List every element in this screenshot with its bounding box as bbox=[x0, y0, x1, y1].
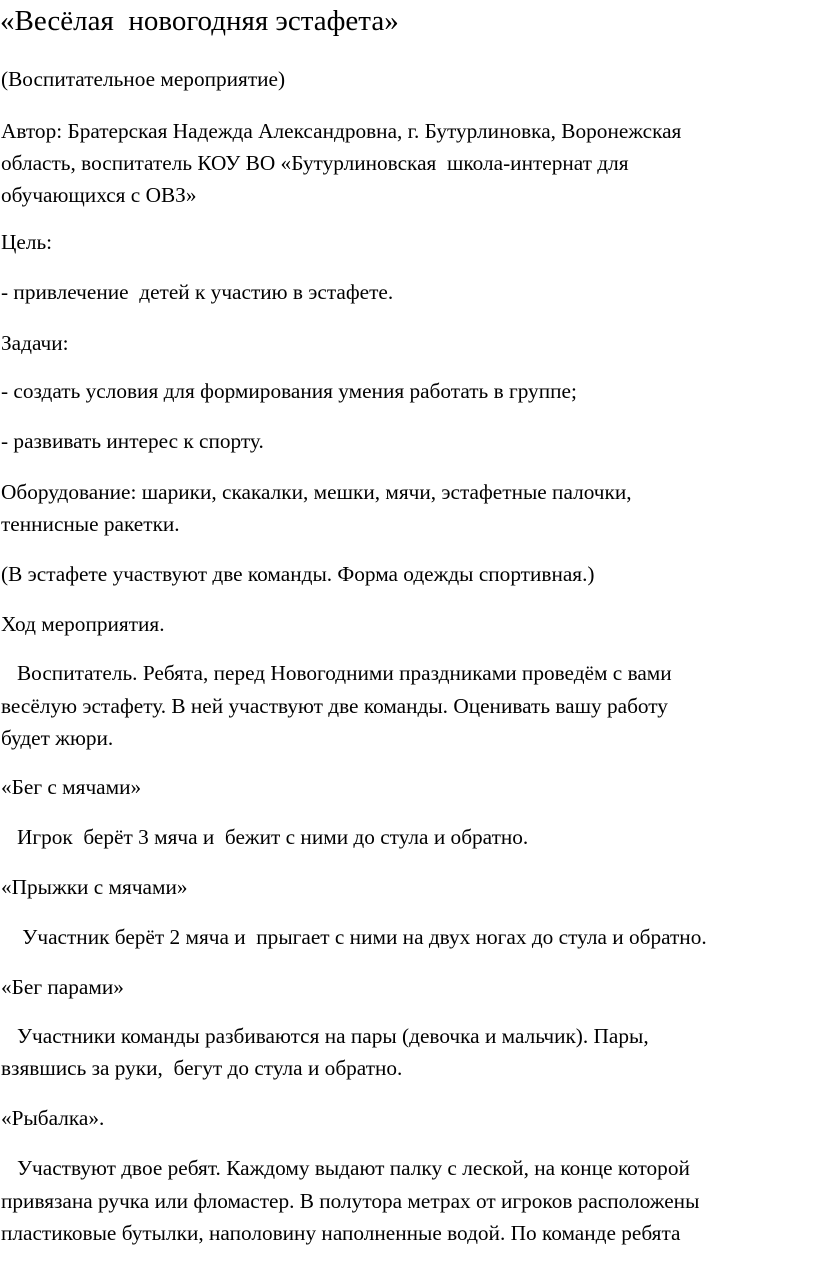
equipment-line: Оборудование: шарики, скакалки, мешки, мячи, эстафетные палочки, bbox=[1, 480, 632, 504]
game-title: «Бег с мячами» bbox=[1, 775, 142, 799]
participation-note: (В эстафете участвуют две команды. Форма одежды спортивная.) bbox=[1, 562, 595, 586]
document-title: «Весёлая новогодняя эстафета» bbox=[0, 5, 399, 37]
progress-heading: Ход мероприятия. bbox=[1, 612, 165, 636]
game-title: «Рыбалка». bbox=[1, 1106, 105, 1130]
task-item: - создать условия для формирования умения работать в группе; bbox=[1, 379, 577, 403]
author-line: область, воспитатель КОУ ВО «Бутурлиновская школа-интернат для bbox=[1, 151, 629, 175]
author-line: Автор: Братерская Надежда Александровна, г. Бутурлиновка, Воронежская bbox=[1, 119, 682, 143]
game-description: взявшись за руки, бегут до стула и обратно. bbox=[1, 1056, 403, 1080]
equipment-line: теннисные ракетки. bbox=[1, 512, 180, 536]
task-item: - развивать интерес к спорту. bbox=[1, 429, 264, 453]
intro-line: будет жюри. bbox=[1, 726, 114, 750]
game-description: пластиковые бутылки, наполовину наполненные водой. По команде ребята bbox=[1, 1221, 681, 1245]
game-description: Участники команды разбиваются на пары (девочка и мальчик). Пары, bbox=[1, 1024, 649, 1048]
game-description: привязана ручка или фломастер. В полутора метрах от игроков расположены bbox=[1, 1189, 700, 1213]
game-description: Игрок берёт 3 мяча и бежит с ними до стула и обратно. bbox=[1, 825, 529, 849]
game-title: «Бег парами» bbox=[1, 975, 124, 999]
game-description: Участвуют двое ребят. Каждому выдают палку с леской, на конце которой bbox=[1, 1156, 690, 1180]
goal-item: - привлечение детей к участию в эстафете. bbox=[1, 280, 394, 304]
game-title: «Прыжки с мячами» bbox=[1, 875, 188, 899]
tasks-heading: Задачи: bbox=[1, 331, 69, 355]
document-subtitle: (Воспитательное мероприятие) bbox=[1, 67, 286, 91]
goal-heading: Цель: bbox=[1, 230, 53, 254]
intro-line: весёлую эстафету. В ней участвуют две команды. Оценивать вашу работу bbox=[1, 694, 668, 718]
intro-line: Воспитатель. Ребята, перед Новогодними праздниками проведём с вами bbox=[1, 661, 672, 685]
game-description: Участник берёт 2 мяча и прыгает с ними на двух ногах до стула и обратно. bbox=[1, 925, 707, 949]
author-line: обучающихся с ОВЗ» bbox=[1, 183, 197, 207]
